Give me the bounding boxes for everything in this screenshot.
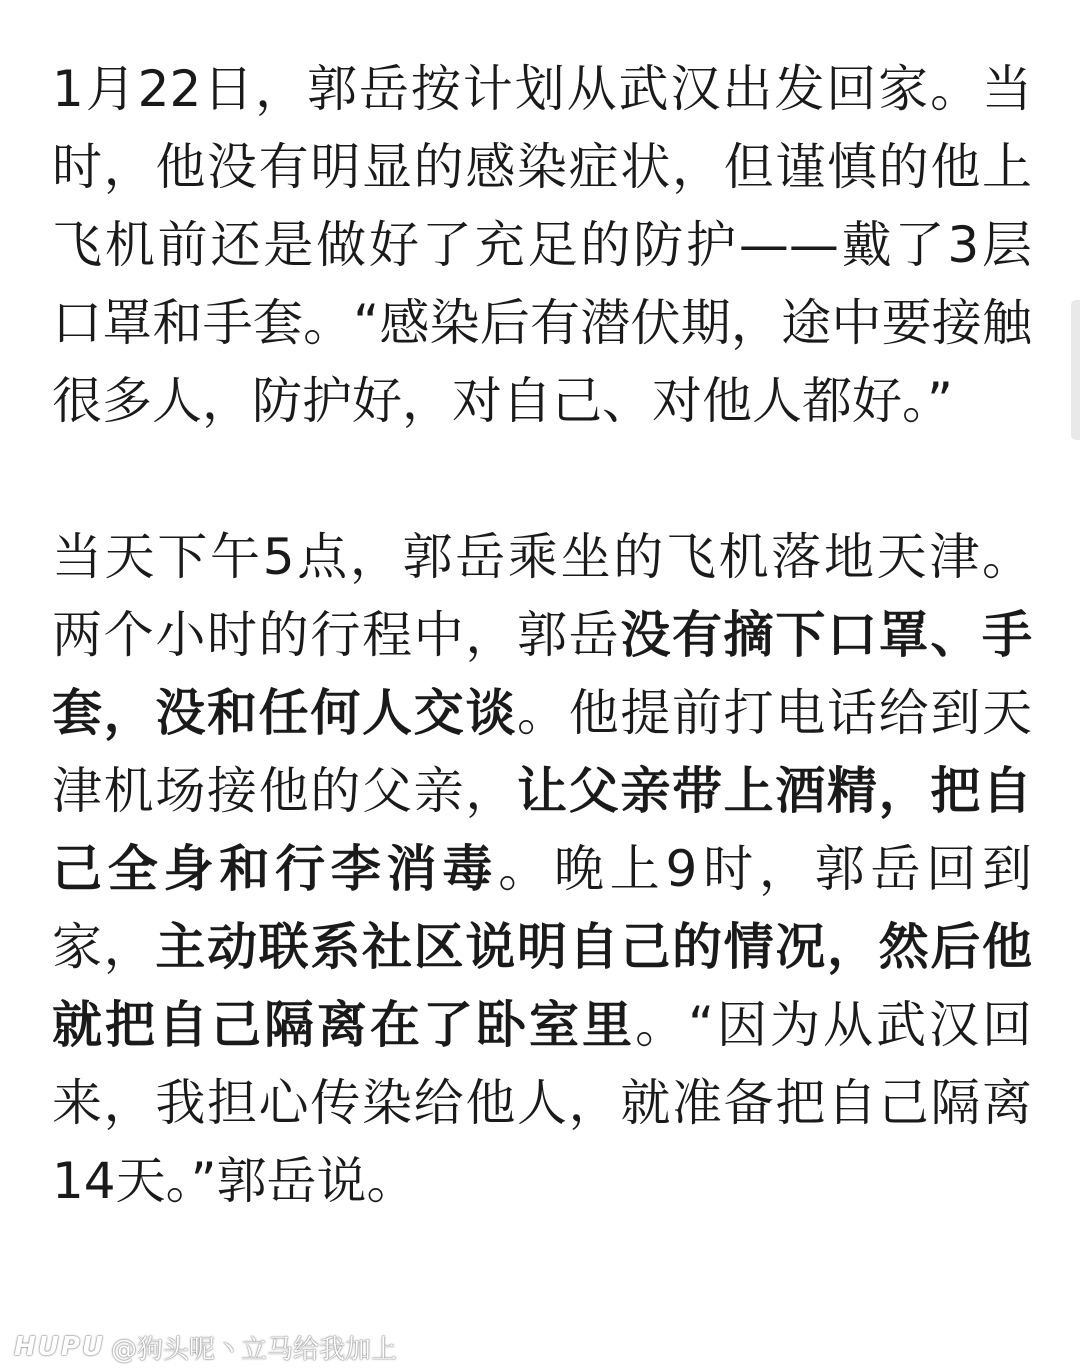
watermark-user: @狗头呢丶立马给我加上 (111, 1334, 398, 1365)
paragraph-2-bold-2: 让父亲带上酒精，把自己全身和行李消毒 (52, 762, 1032, 898)
article-body (52, 50, 1032, 1220)
paragraph-2 (52, 518, 1032, 1220)
scrollbar-handle[interactable] (1071, 300, 1080, 440)
paragraph-2-seg-2: 。他提前打电话给到天津机场接他的父亲， (52, 684, 1032, 820)
paragraph-2-seg-1: 当天下午5点，郭岳乘坐的飞机落地天津。两个小时的行程中，郭岳 (52, 528, 1032, 664)
paragraph-2-bold-1: 没有摘下口罩、手套，没和任何人交谈 (52, 606, 1033, 742)
paragraph-1-text: 1月22日，郭岳按计划从武汉出发回家。当时，他没有明显的感染症状，但谨慎的他上飞机前还是做好了充足的防护——戴了3层口罩和手套。“感染后有潜伏期，途中要接触很多人，防护好，对自己、对他人都好。” (52, 60, 1032, 430)
paragraph-2-seg-4: 。“因为从武汉回来，我担心传染给他人，就准备把自己隔离14天。”郭岳说。 (52, 996, 1033, 1210)
hupu-logo: HUPU (14, 1332, 106, 1362)
paragraph-1 (52, 50, 1032, 440)
watermark (14, 1330, 397, 1364)
paragraph-2-bold-3: 主动联系社区说明自己的情况，然后他就把自己隔离在了卧室里 (52, 918, 1033, 1054)
paragraph-2-seg-3: 。晚上9时，郭岳回到家， (52, 840, 1033, 976)
